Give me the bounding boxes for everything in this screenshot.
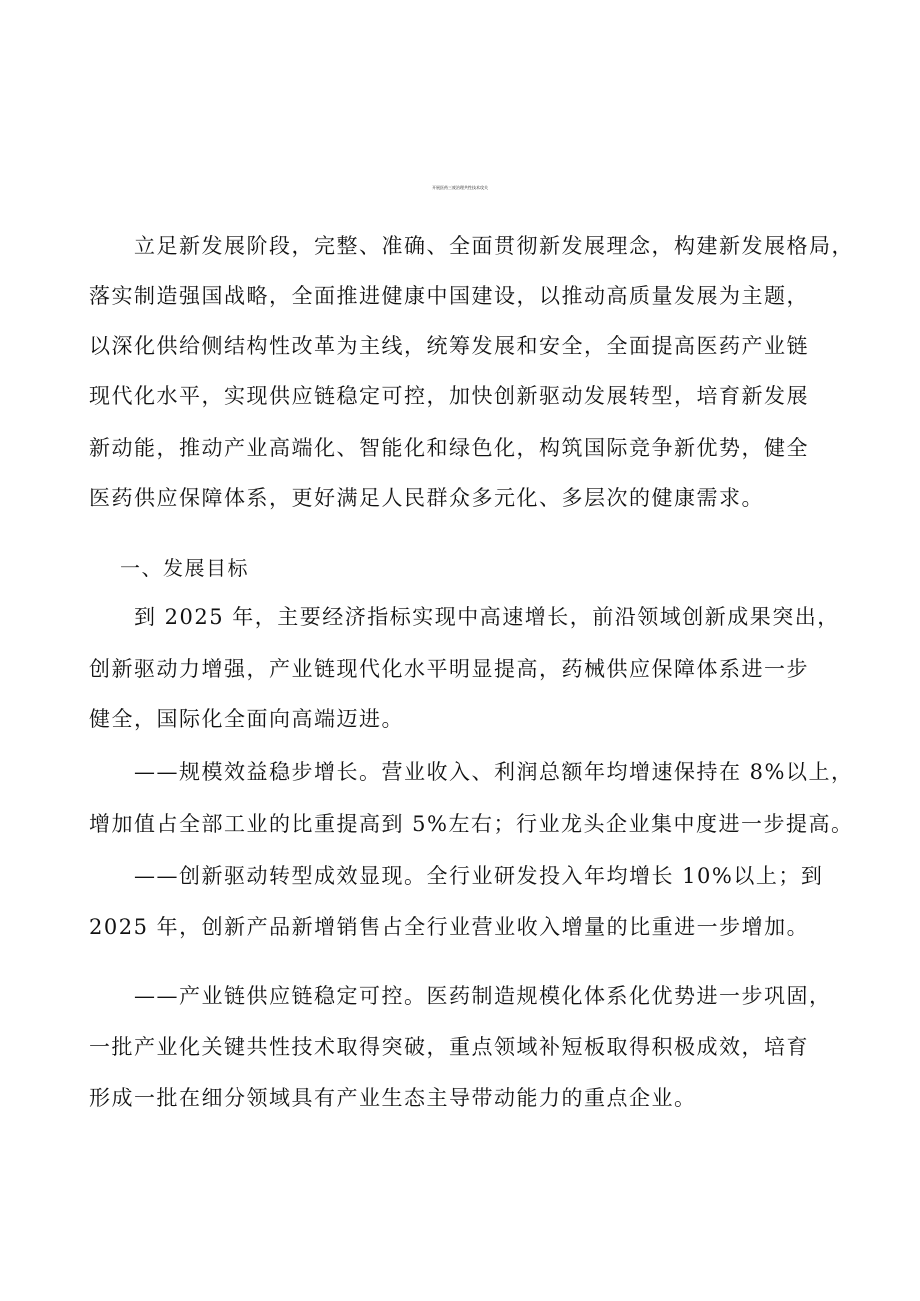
paragraph-line: 到 2025 年，主要经济指标实现中高速增长，前沿领域创新成果突出， — [134, 605, 840, 629]
paragraph-line: ——规模效益稳步增长。营业收入、利润总额年均增速保持在 8%以上， — [134, 760, 854, 784]
paragraph-line: 医药供应保障体系，更好满足人民群众多元化、多层次的健康需求。 — [89, 486, 764, 510]
paragraph-line: 立足新发展阶段，完整、准确、全面贯彻新发展理念，构建新发展格局， — [134, 234, 854, 258]
paragraph-line: 增加值占全部工业的比重提高到 5%左右；行业龙头企业集中度进一步提高。 — [89, 812, 854, 836]
paragraph-line: 新动能，推动产业高端化、智能化和绿色化，构筑国际竞争新优势，健全 — [89, 436, 809, 460]
paragraph-line: 形成一批在细分领域具有产业生态主导带动能力的重点企业。 — [89, 1086, 697, 1110]
paragraph-line: 健全，国际化全面向高端迈进。 — [89, 707, 404, 731]
paragraph-line: 以深化供给侧结构性改革为主线，统筹发展和安全，全面提高医药产业链 — [89, 334, 809, 358]
paragraph-line: 现代化水平，实现供应链稳定可控，加快创新驱动发展转型，培育新发展 — [89, 384, 809, 408]
document-title: 开展医药三废治理共性技术攻关 — [432, 185, 488, 190]
paragraph-line: ——创新驱动转型成效显现。全行业研发投入年均增长 10%以上；到 — [134, 864, 824, 888]
paragraph-line: ——产业链供应链稳定可控。医药制造规模化体系化优势进一步巩固， — [134, 984, 832, 1008]
paragraph-line: 一批产业化关键共性技术取得突破，重点领域补短板取得积极成效，培育 — [89, 1035, 809, 1059]
paragraph-line: 创新驱动力增强，产业链现代化水平明显提高，药械供应保障体系进一步 — [89, 657, 809, 681]
section-heading: 一、发展目标 — [120, 556, 249, 580]
paragraph-line: 2025 年，创新产品新增销售占全行业营业收入增量的比重进一步增加。 — [89, 915, 810, 939]
paragraph-line: 落实制造强国战略，全面推进健康中国建设，以推动高质量发展为主题， — [89, 284, 809, 308]
